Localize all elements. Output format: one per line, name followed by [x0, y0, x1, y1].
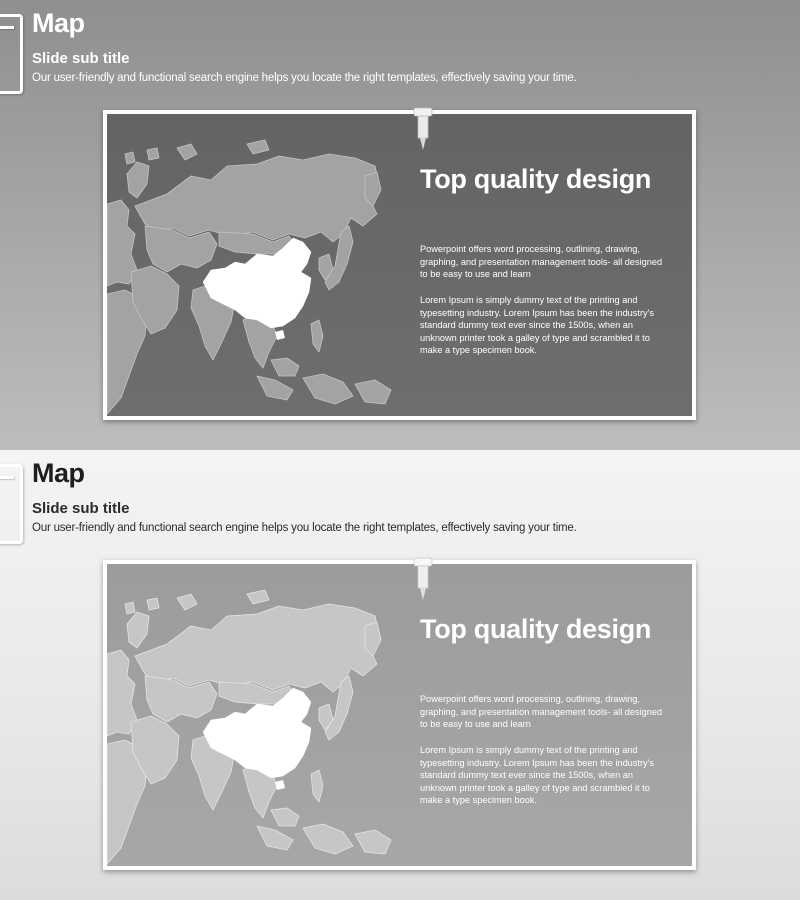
- panel-paragraph-2: Lorem Ipsum is simply dummy text of the printing and typesetting industry. Lorem Ipsum has been the industry's standard dummy text ever since the 1500s, when an unknown printer took a galley of type and scrambled it to make a type specimen book.: [420, 745, 654, 806]
- slide-description: Our user-friendly and functional search engine helps you locate the right templates, effectively saving your time.: [32, 72, 577, 84]
- slide-subtitle: Slide sub title: [32, 500, 130, 517]
- push-pin-icon: [412, 106, 434, 152]
- slide-light: [0, 450, 800, 900]
- slide-title: Map: [32, 8, 85, 38]
- push-pin-icon: [412, 556, 434, 602]
- slide-title: Map: [32, 458, 85, 488]
- panel-heading: Top quality design: [420, 614, 652, 644]
- asia-map-icon: [107, 564, 407, 866]
- asia-map-icon: [107, 114, 407, 416]
- slide-subtitle: Slide sub title: [32, 50, 130, 67]
- panel-paragraph-1: Powerpoint offers word processing, outlining, drawing, graphing, and presentation management tools- all designed to be easy to use and learn: [420, 694, 663, 730]
- panel-paragraph-1: Powerpoint offers word processing, outlining, drawing, graphing, and presentation management tools- all designed to be easy to use and learn: [420, 244, 663, 280]
- bracket-tick-decoration: [0, 26, 14, 29]
- panel-heading: Top quality design: [420, 164, 652, 194]
- bracket-tick-decoration: [0, 476, 14, 479]
- slide-description: Our user-friendly and functional search engine helps you locate the right templates, effectively saving your time.: [32, 522, 577, 534]
- panel-paragraph-2: Lorem Ipsum is simply dummy text of the printing and typesetting industry. Lorem Ipsum has been the industry's standard dummy text ever since the 1500s, when an unknown printer took a galley of type and scrambled it to make a type specimen book.: [420, 295, 654, 356]
